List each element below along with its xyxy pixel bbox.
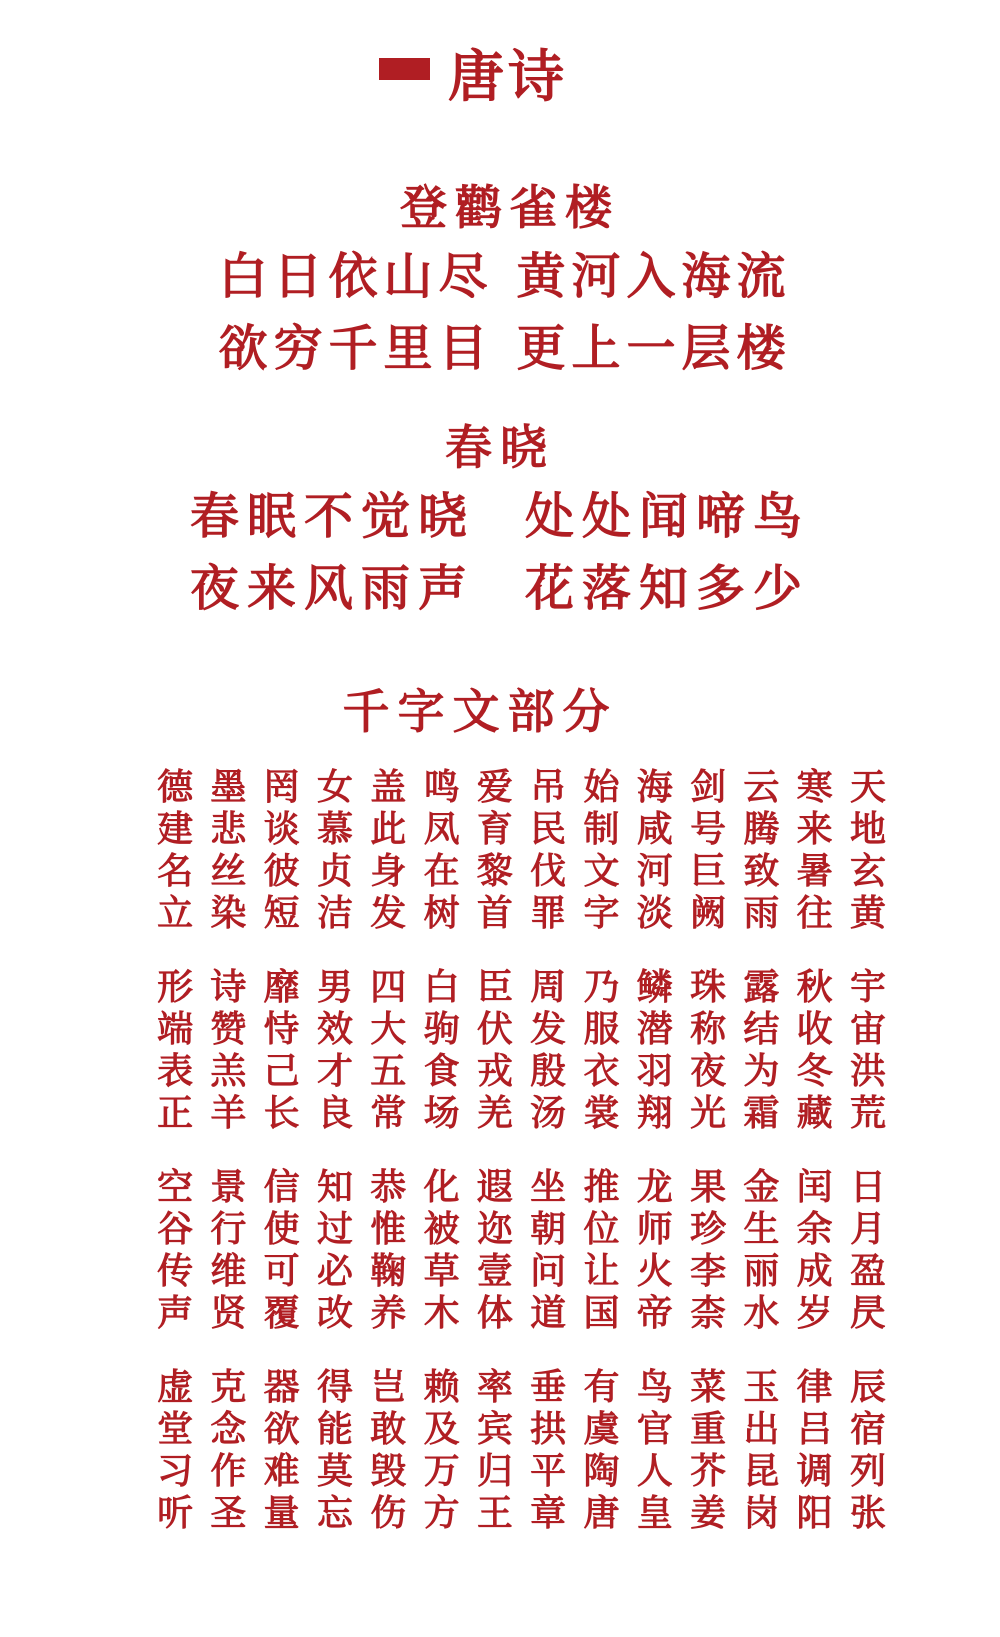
qianziwen-character: 维 [210, 1250, 247, 1292]
qianziwen-column [366, 966, 410, 1134]
qianziwen-character: 垂 [530, 1366, 567, 1408]
poem-chun-xiao [0, 418, 1000, 624]
qianziwen-character: 淡 [636, 892, 673, 934]
qianziwen-character: 朝 [530, 1208, 567, 1250]
qianziwen-character: 身 [370, 850, 407, 892]
qianziwen-character: 立 [157, 892, 194, 934]
qianziwen-character: 鞠 [370, 1250, 407, 1292]
qianziwen-character: 洁 [316, 892, 353, 934]
qianziwen-character: 雨 [743, 892, 780, 934]
qianziwen-block [110, 1366, 890, 1536]
qianziwen-character: 知 [316, 1166, 353, 1208]
qianziwen-character: 丽 [743, 1250, 780, 1292]
qianziwen-character: 平 [530, 1450, 567, 1492]
qianziwen-character: 寒 [796, 766, 833, 808]
qianziwen-character: 声 [157, 1292, 194, 1334]
qianziwen-character: 赖 [423, 1366, 460, 1408]
qianziwen-character: 列 [849, 1450, 886, 1492]
qianziwen-character: 归 [476, 1450, 513, 1492]
qianziwen-character: 恃 [263, 1008, 300, 1050]
qianziwen-character: 闰 [796, 1166, 833, 1208]
qianziwen-title: 千字文部分 [342, 685, 618, 740]
qianziwen-column [739, 1366, 783, 1534]
qianziwen-character: 芥 [690, 1450, 727, 1492]
qianziwen-character: 水 [743, 1292, 780, 1334]
qianziwen-column [580, 1166, 624, 1334]
qianziwen-column [846, 766, 890, 934]
qianziwen-character: 女 [316, 766, 353, 808]
qianziwen-character: 皇 [636, 1492, 673, 1534]
page-header [0, 44, 1000, 122]
qianziwen-grid [110, 766, 890, 1566]
qianziwen-character: 迩 [476, 1208, 513, 1250]
qianziwen-character: 阙 [690, 892, 727, 934]
qianziwen-character: 姜 [690, 1492, 727, 1534]
qianziwen-character: 日 [849, 1166, 886, 1208]
qianziwen-character: 唐 [583, 1492, 620, 1534]
qianziwen-column [526, 966, 570, 1134]
qianziwen-character: 端 [157, 1008, 194, 1050]
qianziwen-character: 柰 [690, 1292, 727, 1334]
qianziwen-character: 大 [370, 1008, 407, 1050]
qianziwen-character: 方 [423, 1492, 460, 1534]
qianziwen-column [206, 1166, 250, 1334]
qianziwen-character: 白 [423, 966, 460, 1008]
qianziwen-character: 虞 [583, 1408, 620, 1450]
qianziwen-character: 生 [743, 1208, 780, 1250]
qianziwen-character: 有 [583, 1366, 620, 1408]
qianziwen-character: 月 [849, 1208, 886, 1250]
qianziwen-column [366, 1366, 410, 1534]
qianziwen-character: 长 [263, 1092, 300, 1134]
qianziwen-character: 墨 [210, 766, 247, 808]
qianziwen-character: 场 [423, 1092, 460, 1134]
qianziwen-character: 毁 [370, 1450, 407, 1492]
qianziwen-character: 冬 [796, 1050, 833, 1092]
qianziwen-character: 吕 [796, 1408, 833, 1450]
qianziwen-character: 食 [423, 1050, 460, 1092]
qianziwen-column [260, 1166, 304, 1334]
qianziwen-character: 被 [423, 1208, 460, 1250]
qianziwen-character: 器 [263, 1366, 300, 1408]
qianziwen-character: 龙 [636, 1166, 673, 1208]
qianziwen-character: 黎 [476, 850, 513, 892]
qianziwen-character: 伐 [530, 850, 567, 892]
qianziwen-column [206, 966, 250, 1134]
qianziwen-column [313, 966, 357, 1134]
qianziwen-block [110, 966, 890, 1136]
qianziwen-character: 文 [583, 850, 620, 892]
qianziwen-column [420, 1166, 464, 1334]
qianziwen-character: 荒 [849, 1092, 886, 1134]
qianziwen-character: 珠 [690, 966, 727, 1008]
qianziwen-character: 此 [370, 808, 407, 850]
qianziwen-character: 坐 [530, 1166, 567, 1208]
qianziwen-character: 正 [157, 1092, 194, 1134]
qianziwen-character: 莫 [316, 1450, 353, 1492]
qianziwen-character: 云 [743, 766, 780, 808]
qianziwen-column [366, 1166, 410, 1334]
qianziwen-character: 羌 [476, 1092, 513, 1134]
qianziwen-character: 出 [743, 1408, 780, 1450]
qianziwen-character: 习 [157, 1450, 194, 1492]
qianziwen-character: 才 [316, 1050, 353, 1092]
qianziwen-column [153, 766, 197, 934]
qianziwen-character: 羔 [210, 1050, 247, 1092]
qianziwen-character: 夜 [690, 1050, 727, 1092]
qianziwen-character: 号 [690, 808, 727, 850]
qianziwen-character: 发 [370, 892, 407, 934]
qianziwen-column [739, 1166, 783, 1334]
qianziwen-character: 四 [370, 966, 407, 1008]
qianziwen-column [153, 1166, 197, 1334]
qianziwen-character: 养 [370, 1292, 407, 1334]
qianziwen-character: 化 [423, 1166, 460, 1208]
qianziwen-character: 道 [530, 1292, 567, 1334]
qianziwen-column [526, 1166, 570, 1334]
qianziwen-column [473, 1366, 517, 1534]
qianziwen-character: 玉 [743, 1366, 780, 1408]
qianziwen-column [526, 766, 570, 934]
qianziwen-character: 暑 [796, 850, 833, 892]
qianziwen-character: 得 [316, 1366, 353, 1408]
qianziwen-character: 景 [210, 1166, 247, 1208]
qianziwen-column [739, 966, 783, 1134]
qianziwen-column [686, 1366, 730, 1534]
qianziwen-character: 天 [849, 766, 886, 808]
qianziwen-character: 常 [370, 1092, 407, 1134]
qianziwen-character: 羊 [210, 1092, 247, 1134]
qianziwen-column [420, 1366, 464, 1534]
qianziwen-character: 信 [263, 1166, 300, 1208]
qianziwen-column [793, 766, 837, 934]
poem-line: 春眠不觉晓 处处闻啼鸟 [189, 487, 811, 545]
qianziwen-character: 羽 [636, 1050, 673, 1092]
qianziwen-column [686, 966, 730, 1134]
qianziwen-character: 吊 [530, 766, 567, 808]
qianziwen-character: 难 [263, 1450, 300, 1492]
qianziwen-character: 藏 [796, 1092, 833, 1134]
qianziwen-block [110, 1166, 890, 1336]
qianziwen-character: 让 [583, 1250, 620, 1292]
qianziwen-character: 宾 [476, 1408, 513, 1450]
qianziwen-column [633, 1366, 677, 1534]
qianziwen-character: 盈 [849, 1250, 886, 1292]
qianziwen-character: 伤 [370, 1492, 407, 1534]
qianziwen-column [633, 766, 677, 934]
qianziwen-character: 殷 [530, 1050, 567, 1092]
qianziwen-character: 谈 [263, 808, 300, 850]
qianziwen-column [153, 1366, 197, 1534]
qianziwen-column [793, 1166, 837, 1334]
qianziwen-character: 忘 [316, 1492, 353, 1534]
qianziwen-character: 改 [316, 1292, 353, 1334]
qianziwen-character: 来 [796, 808, 833, 850]
qianziwen-character: 霜 [743, 1092, 780, 1134]
qianziwen-character: 鸟 [636, 1366, 673, 1408]
qianziwen-column [420, 966, 464, 1134]
qianziwen-character: 火 [636, 1250, 673, 1292]
qianziwen-character: 贤 [210, 1292, 247, 1334]
qianziwen-character: 发 [530, 1008, 567, 1050]
qianziwen-character: 宿 [849, 1408, 886, 1450]
qianziwen-character: 堂 [157, 1408, 194, 1450]
poem-deng-guan-que-lou [0, 178, 1000, 384]
qianziwen-column [846, 1366, 890, 1534]
qianziwen-character: 表 [157, 1050, 194, 1092]
qianziwen-character: 靡 [263, 966, 300, 1008]
qianziwen-character: 罪 [530, 892, 567, 934]
qianziwen-character: 国 [583, 1292, 620, 1334]
qianziwen-character: 地 [849, 808, 886, 850]
qianziwen-character: 咸 [636, 808, 673, 850]
qianziwen-column [313, 1366, 357, 1534]
qianziwen-character: 拱 [530, 1408, 567, 1450]
qianziwen-character: 必 [316, 1250, 353, 1292]
qianziwen-character: 服 [583, 1008, 620, 1050]
qianziwen-character: 章 [530, 1492, 567, 1534]
qianziwen-column [313, 1166, 357, 1334]
qianziwen-character: 民 [530, 808, 567, 850]
qianziwen-character: 鸣 [423, 766, 460, 808]
qianziwen-character: 宇 [849, 966, 886, 1008]
qianziwen-character: 在 [423, 850, 460, 892]
qianziwen-character: 率 [476, 1366, 513, 1408]
qianziwen-character: 辰 [849, 1366, 886, 1408]
qianziwen-column [420, 766, 464, 934]
qianziwen-character: 臣 [476, 966, 513, 1008]
qianziwen-character: 万 [423, 1450, 460, 1492]
qianziwen-character: 量 [263, 1492, 300, 1534]
qianziwen-character: 及 [423, 1408, 460, 1450]
qianziwen-character: 罔 [263, 766, 300, 808]
qianziwen-character: 圣 [210, 1492, 247, 1534]
qianziwen-character: 果 [690, 1166, 727, 1208]
qianziwen-character: 腾 [743, 808, 780, 850]
qianziwen-column [206, 1366, 250, 1534]
qianziwen-character: 名 [157, 850, 194, 892]
qianziwen-character: 空 [157, 1166, 194, 1208]
qianziwen-column [526, 1366, 570, 1534]
qianziwen-character: 菜 [690, 1366, 727, 1408]
qianziwen-character: 往 [796, 892, 833, 934]
qianziwen-character: 调 [796, 1450, 833, 1492]
qianziwen-character: 念 [210, 1408, 247, 1450]
qianziwen-character: 昃 [849, 1292, 886, 1334]
qianziwen-character: 建 [157, 808, 194, 850]
qianziwen-column [313, 766, 357, 934]
qianziwen-character: 己 [263, 1050, 300, 1092]
qianziwen-character: 乃 [583, 966, 620, 1008]
poem-line: 欲穷千里目 更上一层楼 [218, 319, 792, 377]
qianziwen-character: 金 [743, 1166, 780, 1208]
qianziwen-character: 收 [796, 1008, 833, 1050]
qianziwen-character: 称 [690, 1008, 727, 1050]
qianziwen-character: 李 [690, 1250, 727, 1292]
qianziwen-character: 彼 [263, 850, 300, 892]
qianziwen-character: 伏 [476, 1008, 513, 1050]
qianziwen-column [633, 966, 677, 1134]
qianziwen-character: 可 [263, 1250, 300, 1292]
qianziwen-column [206, 766, 250, 934]
qianziwen-character: 阳 [796, 1492, 833, 1534]
qianziwen-character: 慕 [316, 808, 353, 850]
qianziwen-character: 河 [636, 850, 673, 892]
qianziwen-character: 重 [690, 1408, 727, 1450]
qianziwen-character: 草 [423, 1250, 460, 1292]
qianziwen-character: 露 [743, 966, 780, 1008]
qianziwen-character: 听 [157, 1492, 194, 1534]
qianziwen-character: 敢 [370, 1408, 407, 1450]
qianziwen-character: 壹 [476, 1250, 513, 1292]
qianziwen-character: 驹 [423, 1008, 460, 1050]
qianziwen-character: 致 [743, 850, 780, 892]
poem-line: 夜来风雨声 花落知多少 [189, 559, 811, 617]
qianziwen-character: 结 [743, 1008, 780, 1050]
qianziwen-column [580, 966, 624, 1134]
qianziwen-column [793, 1366, 837, 1534]
qianziwen-character: 染 [210, 892, 247, 934]
header-accent-bar [379, 58, 430, 80]
qianziwen-character: 丝 [210, 850, 247, 892]
qianziwen-character: 为 [743, 1050, 780, 1092]
qianziwen-character: 昆 [743, 1450, 780, 1492]
qianziwen-character: 短 [263, 892, 300, 934]
qianziwen-column [473, 766, 517, 934]
qianziwen-character: 王 [476, 1492, 513, 1534]
qianziwen-column [739, 766, 783, 934]
qianziwen-character: 体 [476, 1292, 513, 1334]
qianziwen-column [260, 766, 304, 934]
qianziwen-column [473, 966, 517, 1134]
qianziwen-character: 人 [636, 1450, 673, 1492]
qianziwen-character: 张 [849, 1492, 886, 1534]
qianziwen-character: 五 [370, 1050, 407, 1092]
qianziwen-character: 成 [796, 1250, 833, 1292]
qianziwen-character: 形 [157, 966, 194, 1008]
qianziwen-character: 恭 [370, 1166, 407, 1208]
qianziwen-character: 谷 [157, 1208, 194, 1250]
qianziwen-character: 衣 [583, 1050, 620, 1092]
qianziwen-character: 赞 [210, 1008, 247, 1050]
qianziwen-character: 岗 [743, 1492, 780, 1534]
qianziwen-character: 秋 [796, 966, 833, 1008]
qianziwen-character: 德 [157, 766, 194, 808]
qianziwen-column [260, 1366, 304, 1534]
qianziwen-character: 育 [476, 808, 513, 850]
qianziwen-character: 官 [636, 1408, 673, 1450]
qianziwen-column [580, 766, 624, 934]
qianziwen-character: 师 [636, 1208, 673, 1250]
qianziwen-character: 海 [636, 766, 673, 808]
qianziwen-character: 凤 [423, 808, 460, 850]
qianziwen-character: 首 [476, 892, 513, 934]
qianziwen-character: 始 [583, 766, 620, 808]
qianziwen-character: 潜 [636, 1008, 673, 1050]
qianziwen-column [260, 966, 304, 1134]
qianziwen-column [153, 966, 197, 1134]
section-title: 唐诗 [448, 44, 568, 110]
qianziwen-character: 剑 [690, 766, 727, 808]
qianziwen-character: 珍 [690, 1208, 727, 1250]
qianziwen-column [473, 1166, 517, 1334]
qianziwen-column [793, 966, 837, 1134]
qianziwen-character: 宙 [849, 1008, 886, 1050]
qianziwen-character: 洪 [849, 1050, 886, 1092]
qianziwen-column [633, 1166, 677, 1334]
qianziwen-column [580, 1366, 624, 1534]
qianziwen-character: 推 [583, 1166, 620, 1208]
poem-title: 登鹳雀楼 [400, 181, 620, 236]
qianziwen-character: 贞 [316, 850, 353, 892]
qianziwen-character: 岂 [370, 1366, 407, 1408]
qianziwen-character: 树 [423, 892, 460, 934]
qianziwen-column [686, 1166, 730, 1334]
qianziwen-character: 遐 [476, 1166, 513, 1208]
qianziwen-character: 盖 [370, 766, 407, 808]
qianziwen-character: 律 [796, 1366, 833, 1408]
qianziwen-character: 戎 [476, 1050, 513, 1092]
qianziwen-character: 问 [530, 1250, 567, 1292]
qianziwen-character: 光 [690, 1092, 727, 1134]
qianziwen-character: 帝 [636, 1292, 673, 1334]
qianziwen-character: 翔 [636, 1092, 673, 1134]
qianziwen-character: 能 [316, 1408, 353, 1450]
qianziwen-character: 位 [583, 1208, 620, 1250]
qianziwen-character: 男 [316, 966, 353, 1008]
qianziwen-character: 悲 [210, 808, 247, 850]
qianziwen-column [366, 766, 410, 934]
qianziwen-character: 黄 [849, 892, 886, 934]
qianziwen-character: 作 [210, 1450, 247, 1492]
qianziwen-character: 木 [423, 1292, 460, 1334]
poem-title: 春晓 [445, 421, 555, 476]
qianziwen-block [110, 766, 890, 936]
qianziwen-character: 爱 [476, 766, 513, 808]
qianziwen-column [846, 966, 890, 1134]
qianziwen-character: 传 [157, 1250, 194, 1292]
qianziwen-character: 过 [316, 1208, 353, 1250]
qianziwen-character: 制 [583, 808, 620, 850]
qianziwen-character: 行 [210, 1208, 247, 1250]
qianziwen-character: 陶 [583, 1450, 620, 1492]
qianziwen-character: 汤 [530, 1092, 567, 1134]
qianziwen-character: 鳞 [636, 966, 673, 1008]
qianziwen-column [846, 1166, 890, 1334]
qianziwen-character: 覆 [263, 1292, 300, 1334]
qianziwen-character: 良 [316, 1092, 353, 1134]
qianziwen-character: 玄 [849, 850, 886, 892]
qianziwen-character: 裳 [583, 1092, 620, 1134]
poem-line: 白日依山尽 黄河入海流 [218, 247, 792, 305]
qianziwen-character: 余 [796, 1208, 833, 1250]
qianziwen-character: 岁 [796, 1292, 833, 1334]
qianziwen-character: 周 [530, 966, 567, 1008]
qianziwen-character: 诗 [210, 966, 247, 1008]
qianziwen-character: 惟 [370, 1208, 407, 1250]
qianziwen-character: 欲 [263, 1408, 300, 1450]
qianziwen-character: 虚 [157, 1366, 194, 1408]
qianziwen-character: 字 [583, 892, 620, 934]
qianziwen-column [686, 766, 730, 934]
qianziwen-character: 巨 [690, 850, 727, 892]
qianziwen-character: 效 [316, 1008, 353, 1050]
qianziwen-character: 克 [210, 1366, 247, 1408]
qianziwen-character: 使 [263, 1208, 300, 1250]
